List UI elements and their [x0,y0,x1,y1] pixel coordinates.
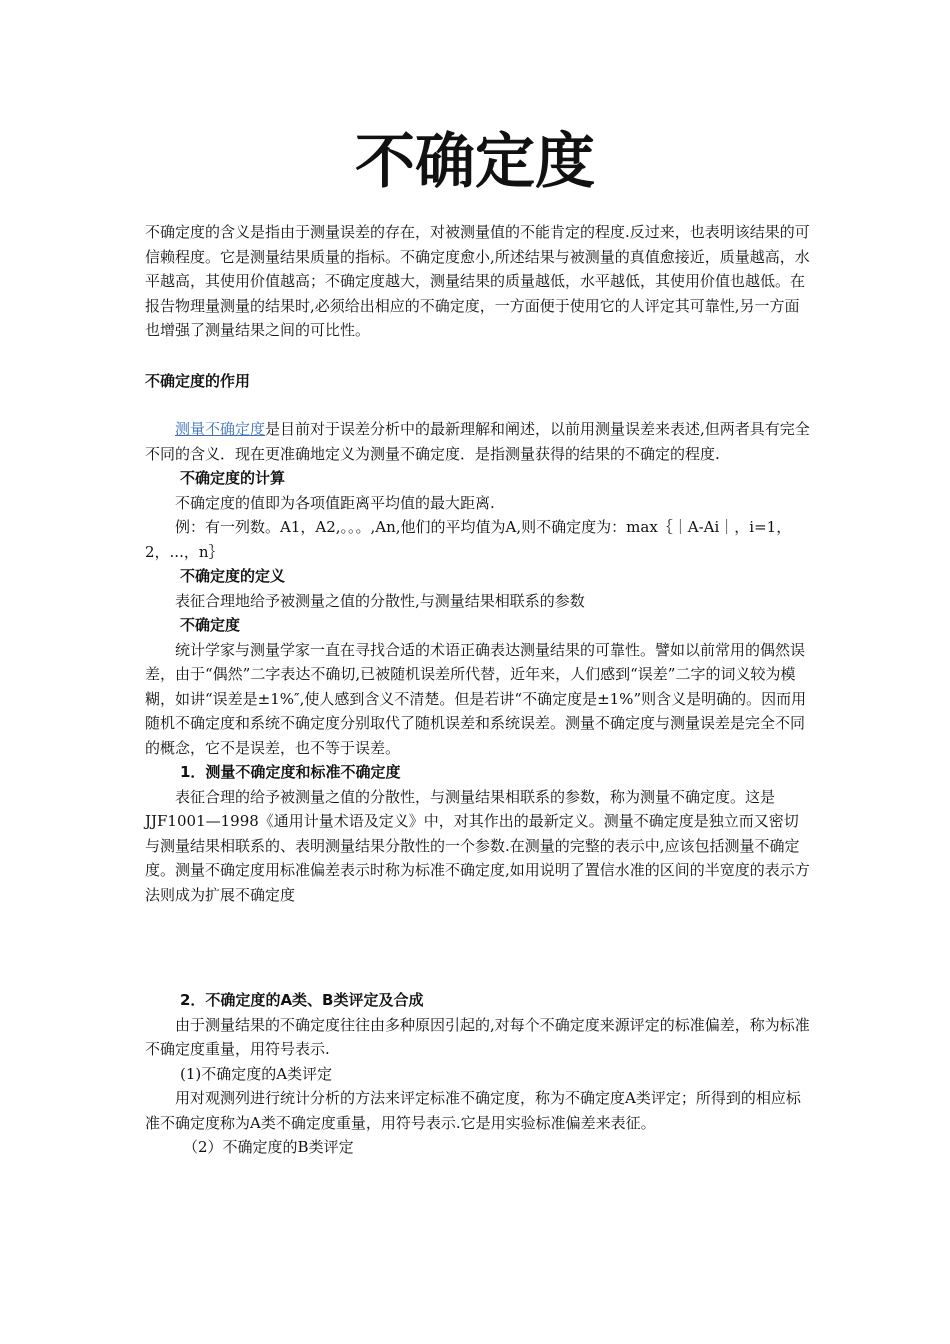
intro-block [145,220,813,343]
page-title: 不确定度 [355,127,595,197]
calc-line-1: 不确定度的值即为各项值距离平均值的最大距离. [175,493,495,512]
section-role-body [145,417,813,907]
subsection-a-paragraph: 用对观测列进行统计分析的方法来评定标准不确定度，称为不确定度A类评定；所得到的相应标准不确定度称为A类不确定度重量，用符号表示.它是用实验标准偏差来表征。 [145,1089,801,1132]
def-line-1: 表征合理地给予被测量之值的分散性,与测量结果相联系的参数 [175,591,585,610]
section-heading: 不确定度的作用 [145,372,251,390]
measurement-uncertainty-link[interactable]: 测量不确定度 [175,420,266,438]
section-heading: 不确定度的计算 [180,469,286,487]
uncert-paragraph: 统计学家与测量学家一直在寻找合适的术语正确表达测量结果的可靠性。譬如以前常用的偶然误差，由于“偶然”二字表达不确切,已被随机误差所代替，近年来，人们感到“误差”二字的词义较为模糊，如讲“误差是±1%″,使人感到含义不清楚。但是若讲“不确定度是±1%”则含义是明确的。因而用随机不确定度和系统不确定度分别取代了随机误差和系统误差。测量不确定度与测量误差是完全不同的概念，它不是误差，也不等于误差。 [145,640,807,757]
calc-line-2: 例：有一列数。A1，A2,。。。,An,他们的平均值为A,则不确定度为：max｛｜A-Ai｜，i=1，2，...，n｝ [145,518,792,561]
section-heading: 1．测量不确定度和标准不确定度 [180,763,401,781]
section-2-paragraph: 由于测量结果的不确定度往往由多种原因引起的,对每个不确定度来源评定的标准偏差，称为标准不确定度重量，用符号表示. [145,1015,810,1058]
role-paragraph [145,417,813,466]
role-paragraph-text: 是目前对于误差分析中的最新理解和阐述，以前用测量误差来表述,但两者具有完全不同的含义．现在更准确地定义为测量不确定度．是指测量获得的结果的不确定的程度. [145,420,810,463]
section-heading: 不确定度 [180,616,241,634]
section-heading: 2．不确定度的A类、B类评定及合成 [180,991,424,1009]
section-heading: 不确定度的定义 [180,567,286,585]
section-role [145,369,813,394]
section-2 [145,988,813,1160]
subsection-b-heading: （2）不确定度的B类评定 [183,1138,354,1156]
intro-paragraph: 不确定度的含义是指由于测量误差的存在，对被测量值的不能肯定的程度.反过来，也表明该结果的可信赖程度。它是测量结果质量的指标。不确定度愈小,所述结果与被测量的真值愈接近，质量越高，水平越高，其使用价值越高；不确定度越大，测量结果的质量越低，水平越低，其使用价值也越低。在报告物理量测量的结果时,必须给出相应的不确定度，一方面便于使用它的人评定其可靠性,另一方面也增强了测量结果之间的可比性。 [145,223,810,339]
subsection-a-heading: (1)不确定度的A类评定 [180,1064,333,1083]
section-1-paragraph: 表征合理的给予被测量之值的分散性，与测量结果相联系的参数，称为测量不确定度。这是JJF1001—1998《通用计量术语及定义》中，对其作出的最新定义。测量不确定度是独立而又密切与测量结果相联系的、表明测量结果分散性的一个参数.在测量的完整的表示中,应该包括测量不确定度。测量不确定度用标准偏差表示时称为标准不确定度,如用说明了置信水准的区间的半宽度的表示方法则成为扩展不确定度 [145,787,810,904]
